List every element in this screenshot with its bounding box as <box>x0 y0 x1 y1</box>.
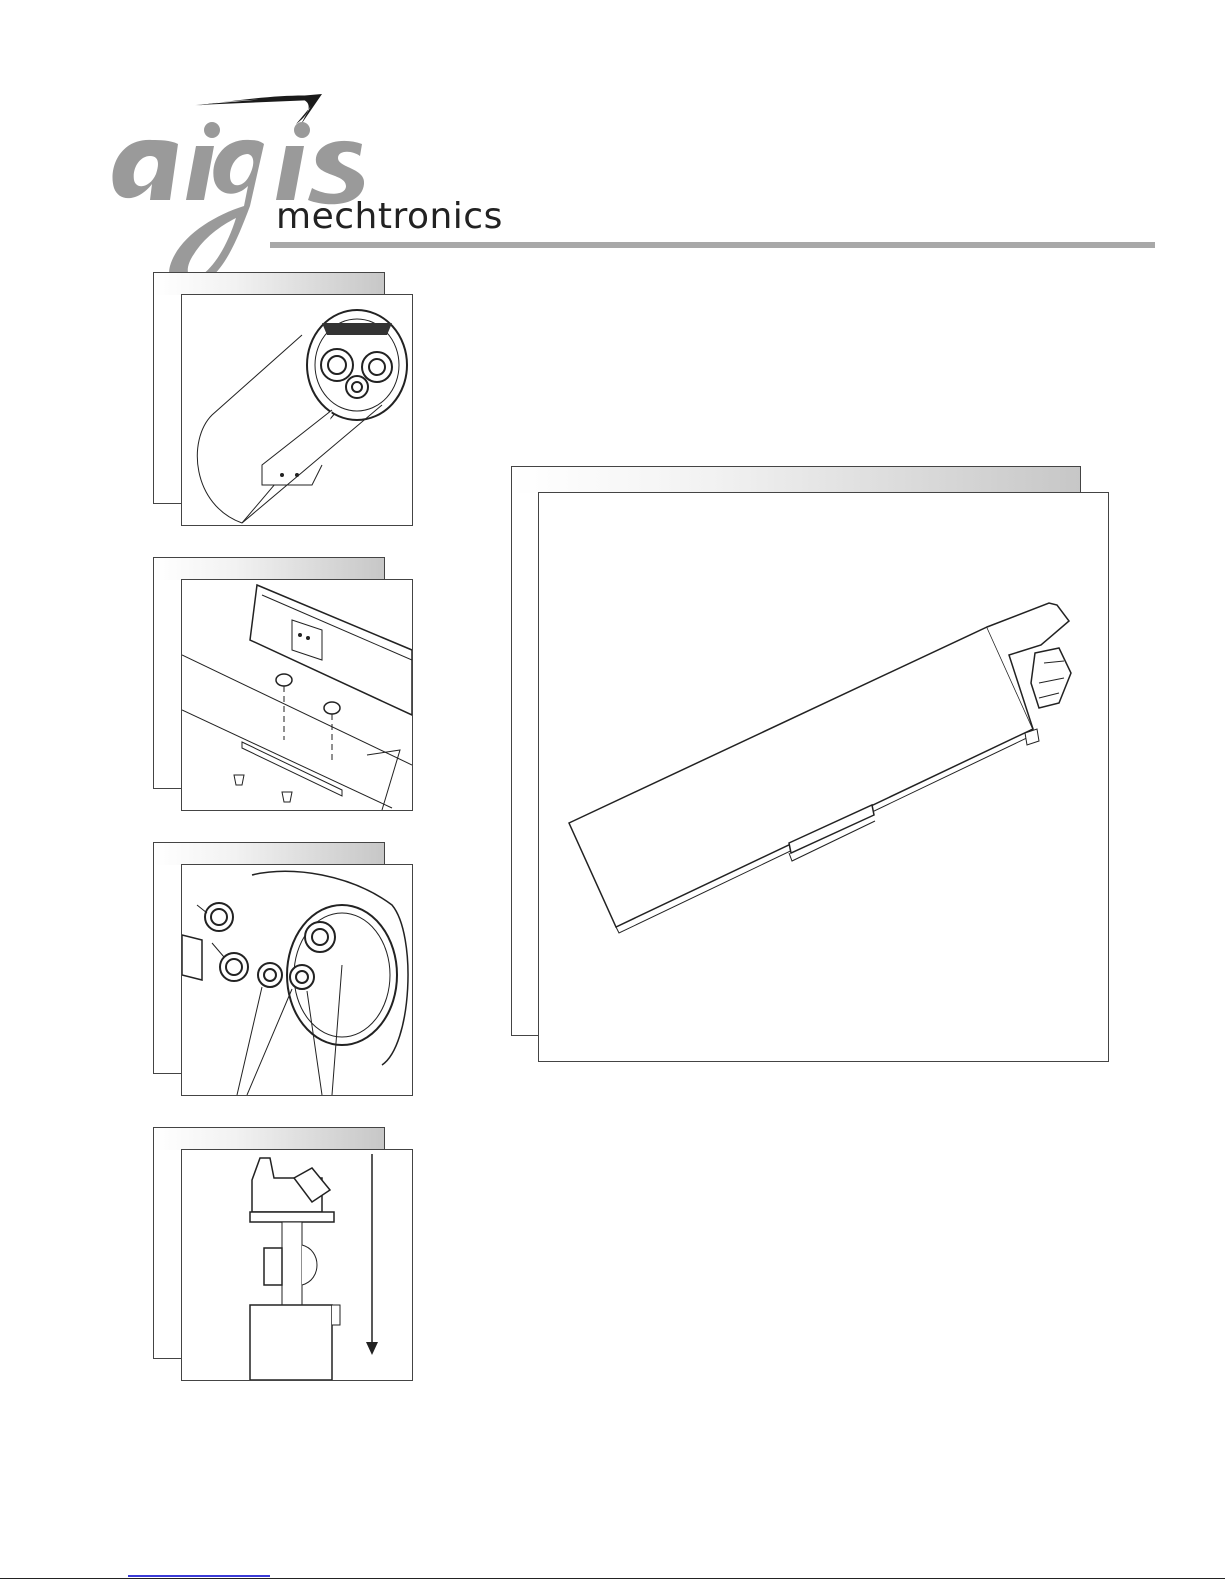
camera-housing-side-illustration <box>539 493 1108 1061</box>
step-2-mount-screws <box>181 579 413 811</box>
brand-tagline: mechtronics <box>276 196 503 237</box>
logo-letter-i2 <box>276 146 304 200</box>
camera-housing-endcap-illustration <box>182 295 412 525</box>
main-housing-assembly <box>538 492 1109 1062</box>
step-3-cable-glands <box>181 864 413 1096</box>
cable-glands-illustration <box>182 865 412 1095</box>
logo-letter-i <box>186 146 214 200</box>
slide-down-arrow-illustration <box>182 1150 412 1380</box>
logo-letter-g <box>169 140 264 287</box>
logo-letter-a <box>113 140 178 200</box>
footer-link-underline[interactable] <box>128 1575 270 1577</box>
step-4-slide-into-housing <box>181 1149 413 1381</box>
logo-letter-s <box>308 141 364 204</box>
header-rule <box>270 242 1155 248</box>
step-1-endcap-view <box>181 294 413 526</box>
mounting-screws-illustration <box>182 580 412 810</box>
footer-rule <box>0 1578 1225 1579</box>
